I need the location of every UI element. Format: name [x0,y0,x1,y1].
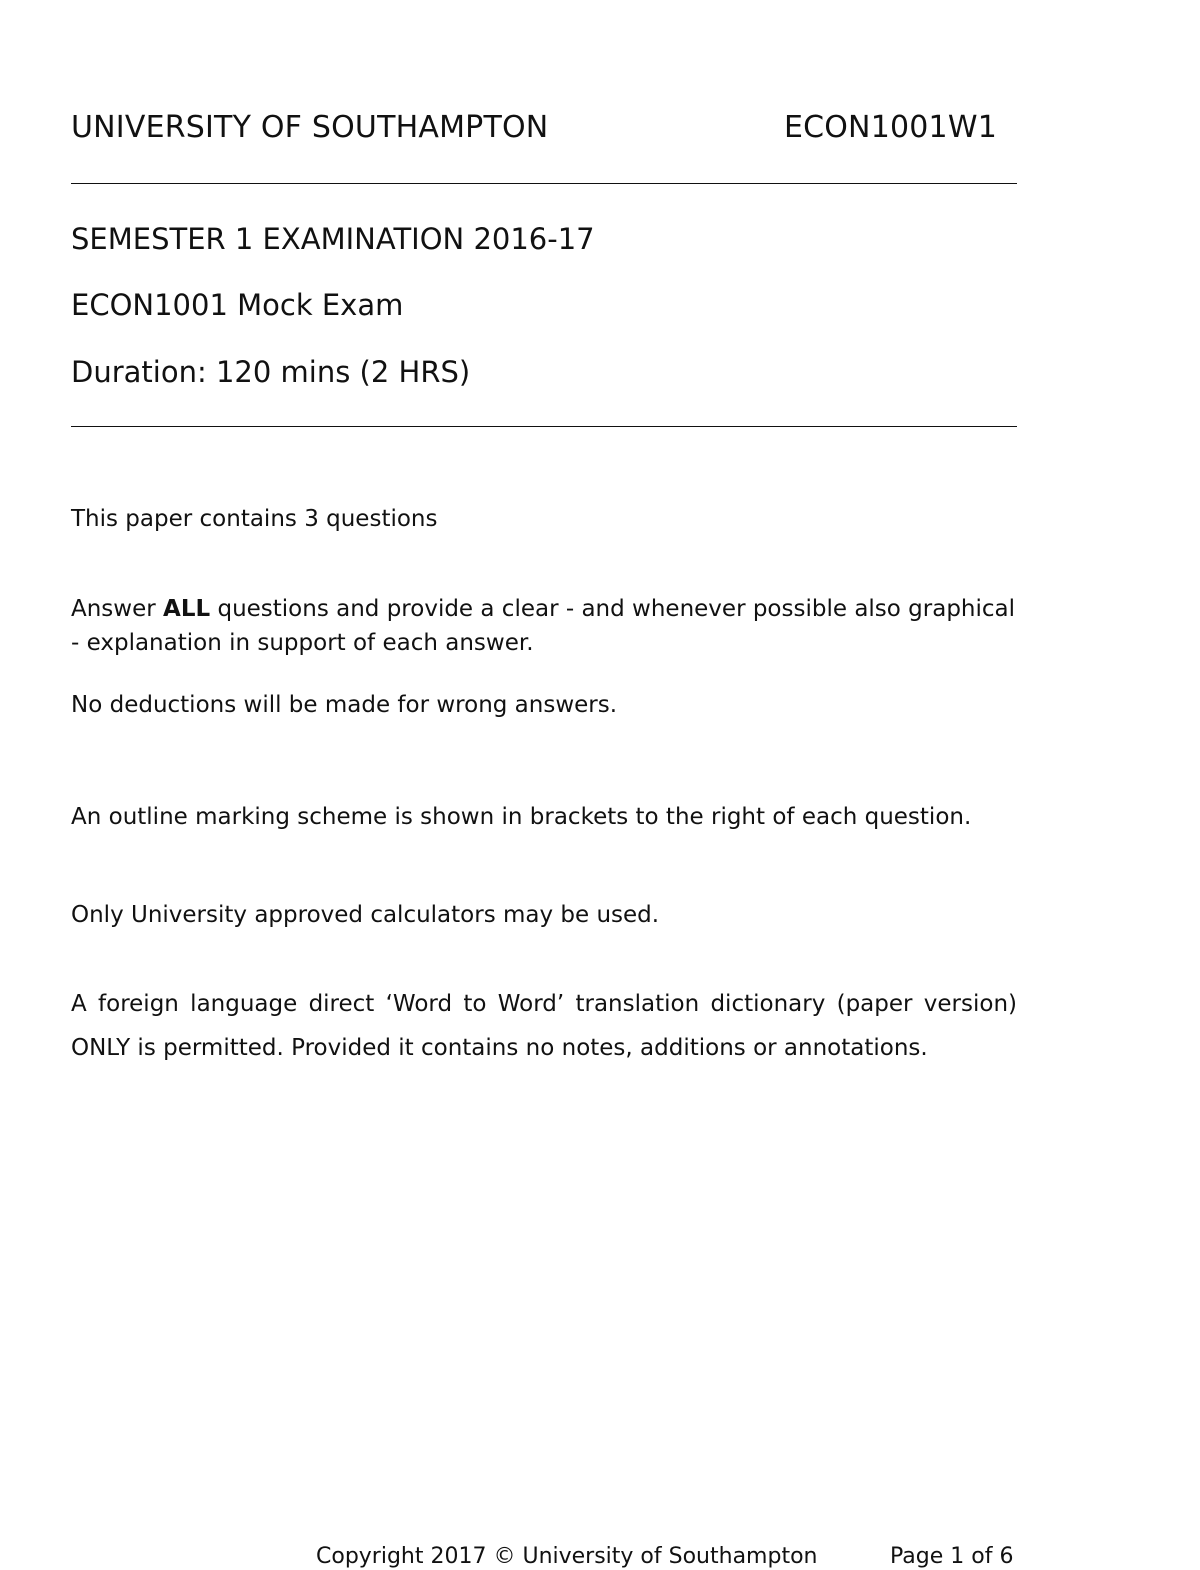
answer-instruction [71,592,1017,660]
dictionary-note-line-1: A foreign language direct ‘Word to Word’ translation dictionary (paper version) [71,991,1017,1017]
answer-instruction-rest: questions and provide a clear - and whenever possible also graphical - explanation in support of each answer. [71,596,1016,656]
calculators-note: Only University approved calculators may be used. [71,902,660,928]
dictionary-note-line-2: ONLY is permitted. Provided it contains no notes, additions or annotations. [71,1035,928,1061]
page-header [71,110,997,154]
exam-duration: Duration: 120 mins (2 HRS) [71,355,471,389]
answer-instruction-prefix: Answer [71,596,164,622]
copyright-notice: Copyright 2017 © University of Southampton [316,1544,818,1569]
marking-scheme-note: An outline marking scheme is shown in brackets to the right of each question. [71,804,972,830]
module-code: ECON1001W1 [783,110,997,145]
no-deductions-note: No deductions will be made for wrong answers. [71,692,618,718]
page-number: Page 1 of 6 [890,1544,1014,1569]
header-divider [71,183,1017,184]
semester-title: SEMESTER 1 EXAMINATION 2016-17 [71,222,595,256]
dictionary-note [71,982,1017,1070]
university-name: UNIVERSITY OF SOUTHAMPTON [71,110,549,145]
page-footer [0,1540,1200,1569]
questions-count: This paper contains 3 questions [71,506,438,532]
exam-name: ECON1001 Mock Exam [71,288,404,322]
answer-instruction-emphasis: ALL [163,596,211,622]
title-divider [71,426,1017,427]
